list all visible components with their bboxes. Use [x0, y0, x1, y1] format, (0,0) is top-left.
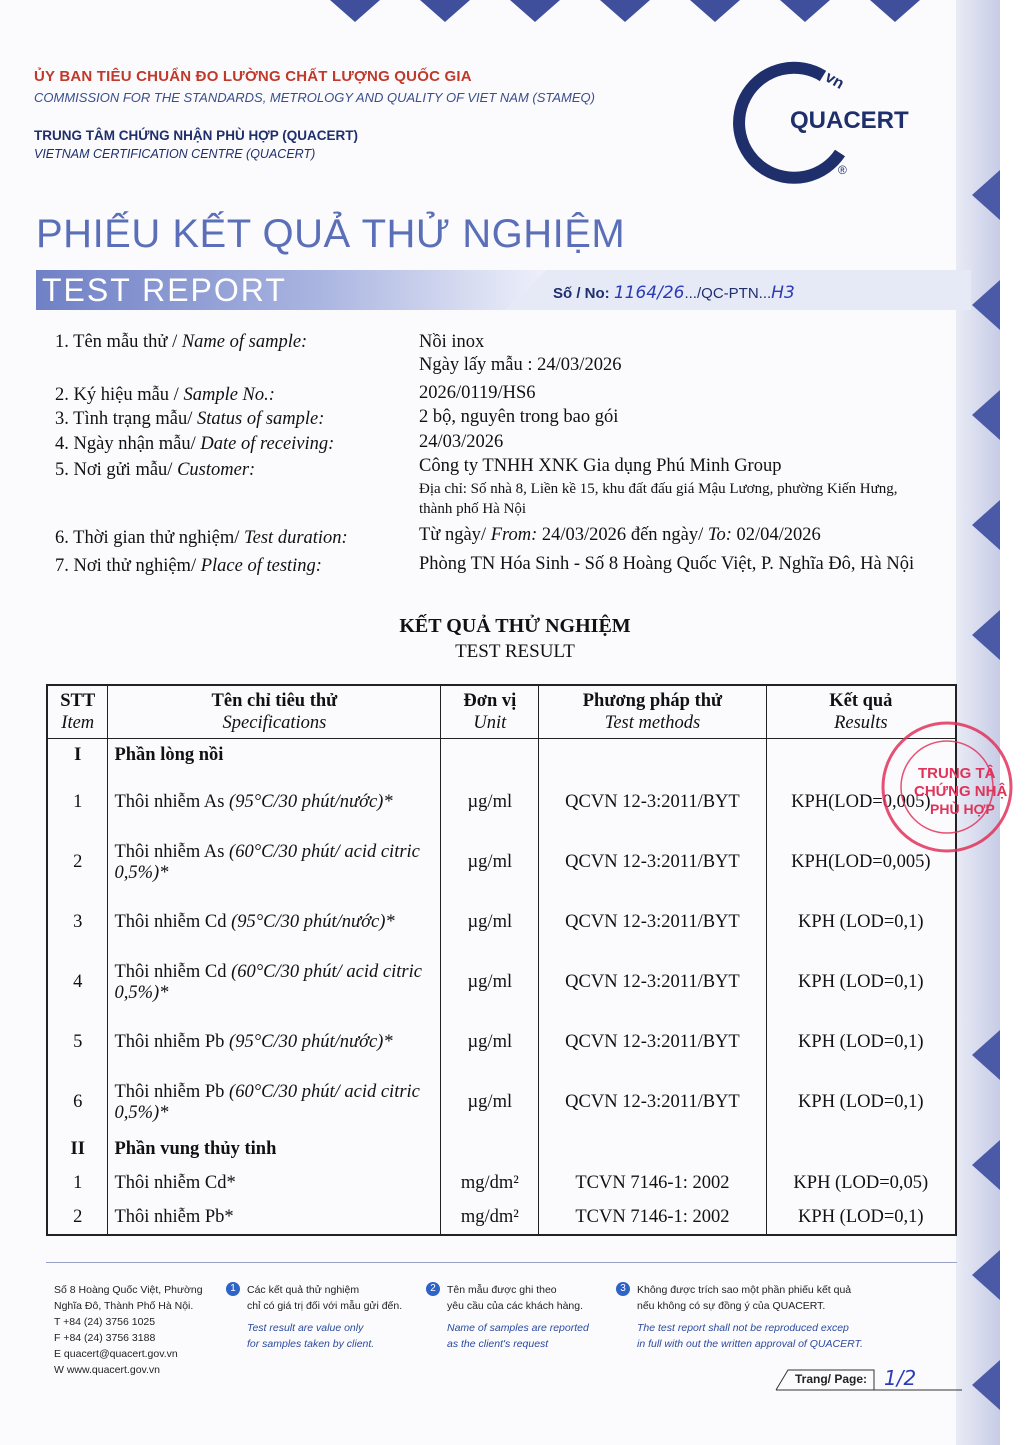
row-unit: µg/ml [441, 893, 539, 953]
table-row [47, 833, 956, 893]
report-no-handwritten: 1164/26 [613, 283, 685, 303]
centre-name-vn: TRUNG TÂM CHỨNG NHẬN PHÙ HỢP (QUACERT) [34, 128, 358, 143]
row-unit: mg/dm² [441, 1167, 539, 1201]
row-number: 2 [47, 833, 108, 893]
footer-divider [46, 1262, 957, 1263]
row-unit: mg/dm² [441, 1201, 539, 1235]
logo-text: QUACERT [790, 107, 909, 134]
row-method: QCVN 12-3:2011/BYT [539, 893, 766, 953]
stamp-line-3: PHÙ HỢP [930, 801, 995, 817]
certification-stamp [872, 712, 1022, 862]
report-no-label: Số / No: [553, 285, 610, 302]
row-method: QCVN 12-3:2011/BYT [539, 1013, 766, 1073]
row-method: TCVN 7146-1: 2002 [539, 1201, 766, 1235]
row-method: QCVN 12-3:2011/BYT [539, 773, 766, 833]
logo-mark: vn [822, 68, 847, 93]
table-row [47, 773, 956, 833]
report-no-handwritten-2: H3 [771, 283, 795, 303]
row-specification: Thôi nhiễm Cd (95°C/30 phút/nước)* [108, 893, 441, 953]
page-number-handwritten: 1/2 [884, 1366, 917, 1390]
note-number-1: 1 [226, 1282, 240, 1296]
row-method: QCVN 12-3:2011/BYT [539, 833, 766, 893]
quacert-logo [728, 58, 909, 183]
row-result: KPH (LOD=0,1) [766, 893, 956, 953]
row-method: QCVN 12-3:2011/BYT [539, 1073, 766, 1133]
table-row [47, 953, 956, 1013]
section-row [47, 1133, 956, 1167]
footer-note-3: Không được trích sao một phần phiếu kết quả nếu không có sự đồng ý của QUACERT. The test report shall not be reproduced excep in full with out the written approval of QUACERT. [637, 1284, 863, 1350]
table-header-row [47, 685, 956, 739]
results-table [46, 684, 957, 1236]
note-number-3: 3 [616, 1282, 630, 1296]
row-specification: Thôi nhiễm Pb (95°C/30 phút/nước)* [108, 1013, 441, 1073]
footer-note-2: Tên mẫu được ghi theo yêu cầu của các khách hàng. Name of samples are reported as the client's request [447, 1284, 589, 1350]
stamp-line-2: CHỨNG NHẬ [914, 783, 1008, 800]
report-title-vn: PHIẾU KẾT QUẢ THỬ NGHIỆM [36, 212, 626, 256]
row-number: 4 [47, 953, 108, 1013]
result-heading-vn: KẾT QUẢ THỬ NGHIỆM [399, 615, 631, 637]
receiving-date-label: 4. Ngày nhận mẫu/ Date of receiving: [55, 434, 335, 454]
row-method: QCVN 12-3:2011/BYT [539, 953, 766, 1013]
centre-name-en: VIETNAM CERTIFICATION CENTRE (QUACERT) [34, 147, 316, 161]
row-specification: Thôi nhiễm Pb* [108, 1201, 441, 1235]
row-number: 6 [47, 1073, 108, 1133]
page-label: Trang/ Page: [795, 1372, 868, 1386]
row-specification: Thôi nhiễm Cd (60°C/30 phút/ acid citric 0,5%)* [108, 953, 441, 1013]
col-header-methods: Phương pháp thử Test methods [539, 685, 766, 739]
result-heading-en: TEST RESULT [455, 641, 575, 662]
row-result: KPH (LOD=0,05) [766, 1167, 956, 1201]
row-number: 1 [47, 773, 108, 833]
test-duration-label: 6. Thời gian thử nghiệm/ Test duration: [55, 528, 348, 548]
row-specification: Thôi nhiễm As (95°C/30 phút/nước)* [108, 773, 441, 833]
sample-status-label: 3. Tình trạng mẫu/ Status of sample: [55, 409, 325, 429]
row-specification: Thôi nhiễm As (60°C/30 phút/ acid citric 0,5%)* [108, 833, 441, 893]
row-number: 5 [47, 1013, 108, 1073]
section-number: II [47, 1133, 108, 1167]
row-number: 2 [47, 1201, 108, 1235]
org-name-en: COMMISSION FOR THE STANDARDS, METROLOGY AND QUALITY OF VIET NAM (STAMEQ) [34, 90, 595, 105]
place-label: 7. Nơi thử nghiệm/ Place of testing: [55, 556, 322, 576]
row-result: KPH (LOD=0,1) [766, 953, 956, 1013]
customer-address: Địa chỉ: Số nhà 8, Liền kề 15, khu đất đấu giá Mậu Lương, phường Kiến Hưng, thành phố Hà Nội [419, 481, 898, 517]
sample-no-label: 2. Ký hiệu mẫu / Sample No.: [55, 385, 275, 405]
report-title-en: TEST REPORT [42, 272, 287, 308]
sampling-date-value: Ngày lấy mẫu : 24/03/2026 [419, 355, 622, 375]
col-header-unit: Đơn vị Unit [441, 685, 539, 739]
row-unit: µg/ml [441, 953, 539, 1013]
row-method: TCVN 7146-1: 2002 [539, 1167, 766, 1201]
row-result: KPH(LOD=0,005) [766, 773, 956, 833]
receiving-date-value: 24/03/2026 [419, 432, 504, 452]
footer-note-1: Các kết quả thử nghiệm chỉ có giá trị đối với mẫu gửi đến. Test result are value only for samples taken by client. [247, 1284, 403, 1350]
row-result: KPH(LOD=0,005) [766, 833, 956, 893]
sample-status-value: 2 bộ, nguyên trong bao gói [419, 407, 619, 427]
section-row [47, 739, 956, 773]
decorative-top-border [0, 0, 1000, 30]
row-unit: µg/ml [441, 773, 539, 833]
table-row [47, 1201, 956, 1235]
row-specification: Thôi nhiễm Cd* [108, 1167, 441, 1201]
row-number: 1 [47, 1167, 108, 1201]
test-duration-value: Từ ngày/ From: 24/03/2026 đến ngày/ To: 02/04/2026 [419, 525, 821, 545]
col-header-results: Kết quả Results [766, 685, 956, 739]
report-number: Số / No: 1164/26.../QC-PTN...H3 [553, 283, 795, 303]
col-header-specifications: Tên chỉ tiêu thử Specifications [108, 685, 441, 739]
section-title: Phần vung thủy tinh [108, 1133, 441, 1167]
section-title: Phần lòng nồi [108, 739, 441, 773]
stamp-line-1: TRUNG TÂ [918, 765, 996, 782]
sample-name-value: Nồi inox [419, 332, 485, 352]
registered-mark: ® [838, 163, 847, 177]
row-unit: µg/ml [441, 1073, 539, 1133]
row-result: KPH (LOD=0,1) [766, 1013, 956, 1073]
col-header-item: STT Item [47, 685, 108, 739]
table-row [47, 1013, 956, 1073]
table-row [47, 893, 956, 953]
row-result: KPH (LOD=0,1) [766, 1073, 956, 1133]
note-number-2: 2 [426, 1282, 440, 1296]
row-specification: Thôi nhiễm Pb (60°C/30 phút/ acid citric 0,5%)* [108, 1073, 441, 1133]
report-no-suffix: /QC-PTN [696, 285, 759, 302]
row-result: KPH (LOD=0,1) [766, 1201, 956, 1235]
table-row [47, 1073, 956, 1133]
org-name-vn: ỦY BAN TIÊU CHUẨN ĐO LƯỜNG CHẤT LƯỢNG QUỐC GIA [34, 68, 472, 85]
table-row [47, 1167, 956, 1201]
customer-label: 5. Nơi gửi mẫu/ Customer: [55, 460, 256, 480]
place-value: Phòng TN Hóa Sinh - Số 8 Hoàng Quốc Việt, P. Nghĩa Đô, Hà Nội [419, 554, 915, 574]
row-unit: µg/ml [441, 1013, 539, 1073]
page-indicator [774, 1368, 964, 1392]
footer-contact: Số 8 Hoàng Quốc Việt, Phường Nghĩa Đô, Thành Phố Hà Nội. T +84 (24) 3756 1025 F +84 (24) 3756 3188 E quacert@quacert.gov.vn W www.quacert.gov.vn [54, 1284, 203, 1376]
sample-name-label: 1. Tên mẫu thử / Name of sample: [55, 332, 308, 352]
customer-value: Công ty TNHH XNK Gia dụng Phú Minh Group [419, 456, 782, 476]
section-number: I [47, 739, 108, 773]
row-unit: µg/ml [441, 833, 539, 893]
sample-no-value: 2026/0119/HS6 [419, 383, 536, 403]
row-number: 3 [47, 893, 108, 953]
